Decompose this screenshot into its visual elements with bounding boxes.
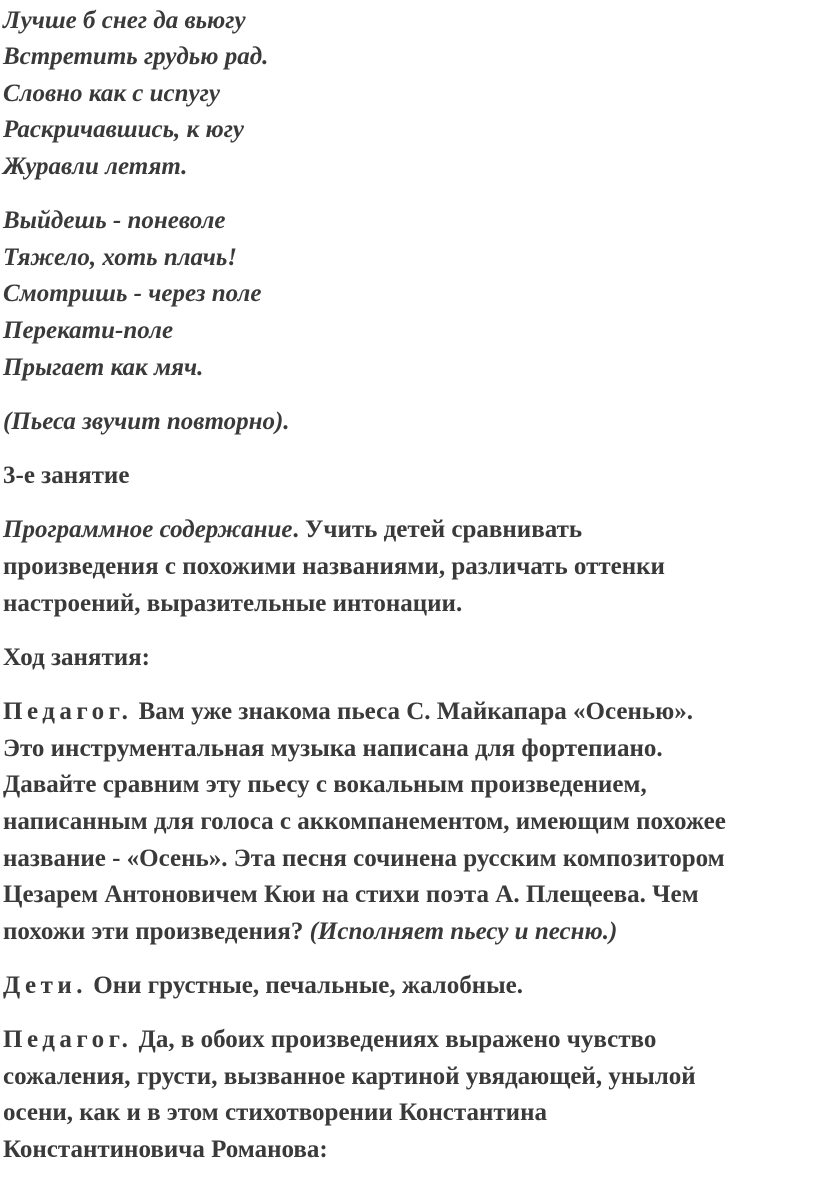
program-content-text: . Учить детей сравнивать (292, 516, 583, 543)
teacher-paragraph-line: Это инструментальная музыка написана для фортепиано. (3, 735, 663, 762)
teacher-text: Да, в обоих произведениях выражено чувство (132, 1026, 657, 1053)
teacher-paragraph-line: Давайте сравним эту пьесу с вокальным произведением, (3, 771, 647, 798)
poem-line: Перекати-поле (3, 317, 174, 344)
poem-line: Прыгает как мяч. (3, 354, 204, 381)
poem-line: Выйдешь - поневоле (3, 207, 226, 234)
stage-note: (Пьеса звучит повторно). (3, 408, 290, 435)
teacher-text: похожи эти произведения? (3, 918, 304, 945)
speaker-children: Дети. (3, 972, 88, 999)
teacher-paragraph-line (3, 1027, 656, 1052)
teacher-paragraph-line: написанным для голоса с аккомпанементом, имеющим похожее (3, 808, 726, 835)
poem-line: Журавли летят. (3, 153, 188, 180)
course-heading: Ход занятия: (3, 644, 150, 671)
teacher-paragraph-line: осени, как и в этом стихотворении Константина (3, 1099, 547, 1126)
poem-line: Тяжело, хоть плачь! (3, 244, 238, 271)
children-line (3, 973, 523, 998)
poem-line: Встретить грудью рад. (3, 43, 269, 70)
program-content-line: настроений, выразительные интонации. (3, 590, 463, 617)
program-content-line (3, 517, 582, 542)
teacher-paragraph-line: название - «Осень». Эта песня сочинена русским композитором (3, 845, 725, 872)
teacher-paragraph-line (3, 699, 693, 724)
teacher-text: Вам уже знакома пьеса С. Майкапара «Осенью». (132, 698, 693, 725)
lesson-heading: 3-е занятие (3, 462, 130, 489)
stage-direction: (Исполняет пьесу и песню.) (309, 918, 618, 945)
speaker-teacher: Педагог. (3, 698, 133, 725)
program-content-line: произведения с похожими названиями, различать оттенки (3, 553, 665, 580)
teacher-paragraph-line (3, 919, 617, 944)
program-content-label: Программное содержание (3, 516, 293, 543)
poem-line: Раскричавшись, к югу (3, 116, 245, 143)
poem-line: Лучше б снег да вьюгу (3, 7, 246, 34)
speaker-teacher: Педагог. (3, 1026, 133, 1053)
teacher-paragraph-line: Цезарем Антоновичем Кюи на стихи поэта А. Плещеева. Чем (3, 881, 699, 908)
poem-line: Словно как с испугу (3, 80, 220, 107)
poem-line: Смотришь - через поле (3, 280, 262, 307)
teacher-paragraph-line: Константиновича Романова: (3, 1136, 328, 1163)
teacher-paragraph-line: сожаления, грусти, вызванное картиной увядающей, унылой (3, 1063, 696, 1090)
children-text: Они грустные, печальные, жалобные. (87, 972, 523, 999)
document-page (3, 0, 813, 1193)
